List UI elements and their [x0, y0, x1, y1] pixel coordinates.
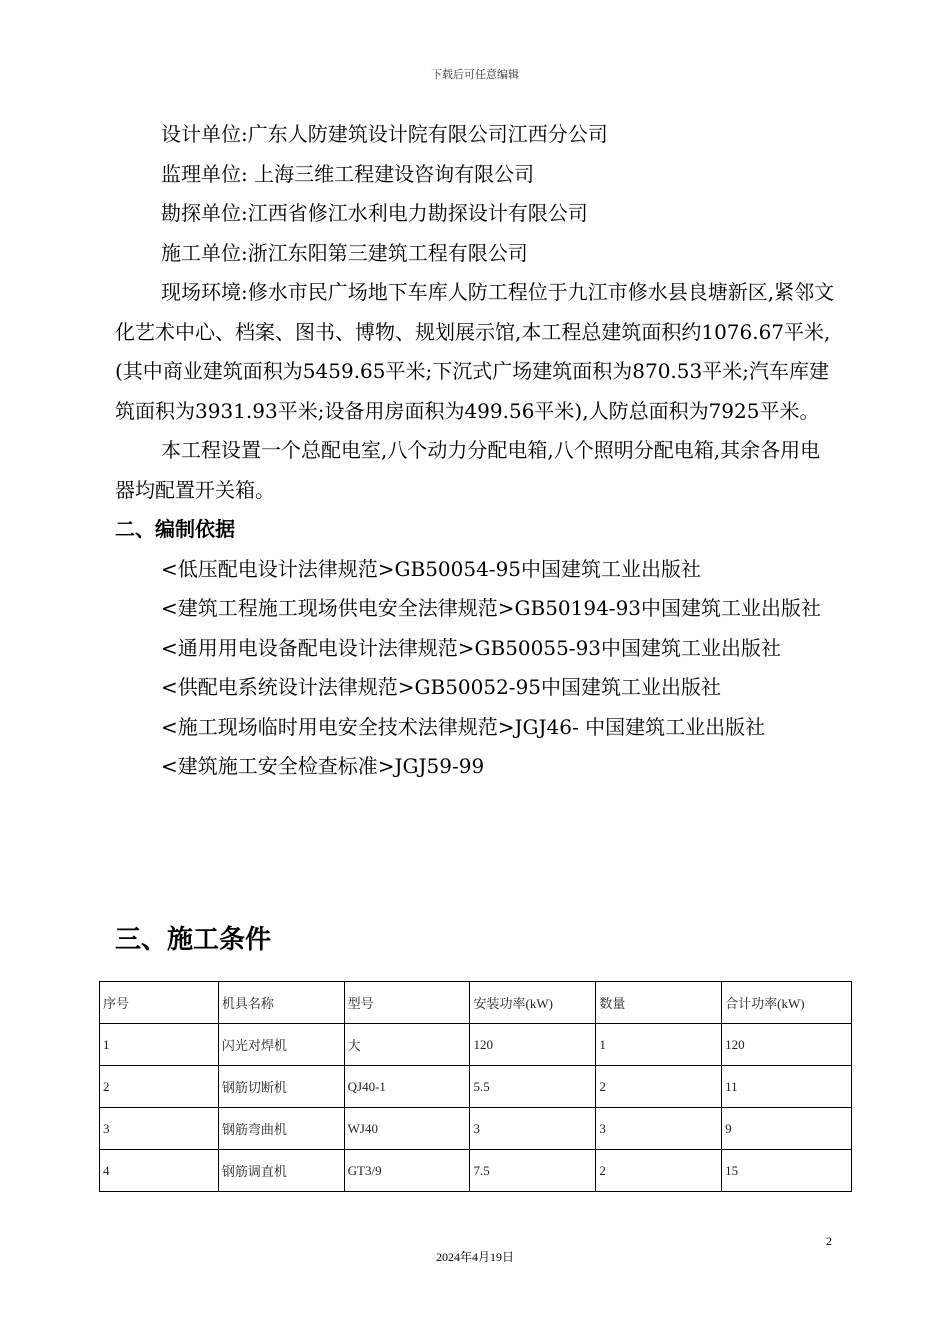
reference-item: <施工现场临时用电安全技术法律规范>JGJ46- 中国建筑工业出版社: [161, 714, 766, 739]
table-cell: 3: [596, 1108, 722, 1150]
table-cell: 4: [100, 1150, 219, 1192]
table-cell: 钢筋弯曲机: [218, 1108, 344, 1150]
table-cell: 2: [100, 1066, 219, 1108]
table-cell: 5.5: [470, 1066, 596, 1108]
power-setup-paragraph: 本工程设置一个总配电室,八个动力分配电箱,八个照明分配电箱,其余各用电器均配置开关箱。: [115, 438, 821, 502]
page-number: 2: [826, 1234, 832, 1248]
reference-item: <建筑施工安全检查标准>JGJ59-99: [161, 754, 485, 778]
table-row: [100, 1066, 852, 1108]
section3-title: 三、施工条件: [115, 925, 272, 955]
table-cell: 大: [344, 1024, 470, 1066]
table-row: [100, 1150, 852, 1192]
table-header-row: [100, 982, 852, 1024]
table-cell: 3: [470, 1108, 596, 1150]
header-cell: 机具名称: [218, 982, 344, 1024]
header-cell: 合计功率(kW): [722, 982, 852, 1024]
equipment-table: [99, 981, 852, 1192]
header-cell: 型号: [344, 982, 470, 1024]
table-row: [100, 1108, 852, 1150]
reference-item: <通用用电设备配电设计法律规范>GB50055-93中国建筑工业出版社: [161, 635, 782, 660]
table-cell: 7.5: [470, 1150, 596, 1192]
table-cell: WJ40: [344, 1108, 470, 1150]
supervision-unit-line: 监理单位: 上海三维工程建设咨询有限公司: [161, 161, 535, 186]
reference-item: <建筑工程施工现场供电安全法律规范>GB50194-93中国建筑工业出版社: [161, 596, 822, 620]
document-body: [115, 115, 840, 787]
table-cell: 钢筋调直机: [218, 1150, 344, 1192]
table-cell: 闪光对焊机: [218, 1024, 344, 1066]
table-cell: 3: [100, 1108, 219, 1150]
survey-unit-line: 勘探单位:江西省修江水利电力勘探设计有限公司: [161, 201, 588, 225]
table-cell: 1: [596, 1024, 722, 1066]
table-row: [100, 1024, 852, 1066]
reference-item: <供配电系统设计法律规范>GB50052-95中国建筑工业出版社: [161, 675, 722, 699]
footer-date: 2024年4月19日: [435, 1250, 514, 1264]
table-cell: QJ40-1: [344, 1066, 470, 1108]
header-note: 下载后可任意编辑: [431, 68, 519, 81]
table-cell: GT3/9: [344, 1150, 470, 1192]
table-cell: 9: [722, 1108, 852, 1150]
design-unit-line: 设计单位:广东人防建筑设计院有限公司江西分公司: [161, 122, 608, 146]
table-cell: 2: [596, 1066, 722, 1108]
table-cell: 11: [722, 1066, 852, 1108]
table-cell: 2: [596, 1150, 722, 1192]
table-cell: 120: [722, 1024, 852, 1066]
header-cell: 数量: [596, 982, 722, 1024]
reference-item: <低压配电设计法律规范>GB50054-95中国建筑工业出版社: [161, 556, 702, 581]
header-cell: 序号: [100, 982, 219, 1024]
site-environment-paragraph: 现场环境:修水市民广场地下车库人防工程位于九江市修水县良塘新区,紧邻文化艺术中心、档案、图书、博物、规划展示馆,本工程总建筑面积约1076.67平米,(其中商业建筑面积为5459.65平米;下沉式广场建筑面积为870.53平米;汽车库建筑面积为3931.93平米;设备用房面积为499.56平米),人防总面积为7925平米。: [115, 280, 835, 423]
table-cell: 1: [100, 1024, 219, 1066]
table-cell: 15: [722, 1150, 852, 1192]
construction-unit-line: 施工单位:浙江东阳第三建筑工程有限公司: [161, 240, 528, 265]
section2-title: 二、编制依据: [115, 517, 235, 541]
header-cell: 安装功率(kW): [470, 982, 596, 1024]
table-cell: 120: [470, 1024, 596, 1066]
table-cell: 钢筋切断机: [218, 1066, 344, 1108]
